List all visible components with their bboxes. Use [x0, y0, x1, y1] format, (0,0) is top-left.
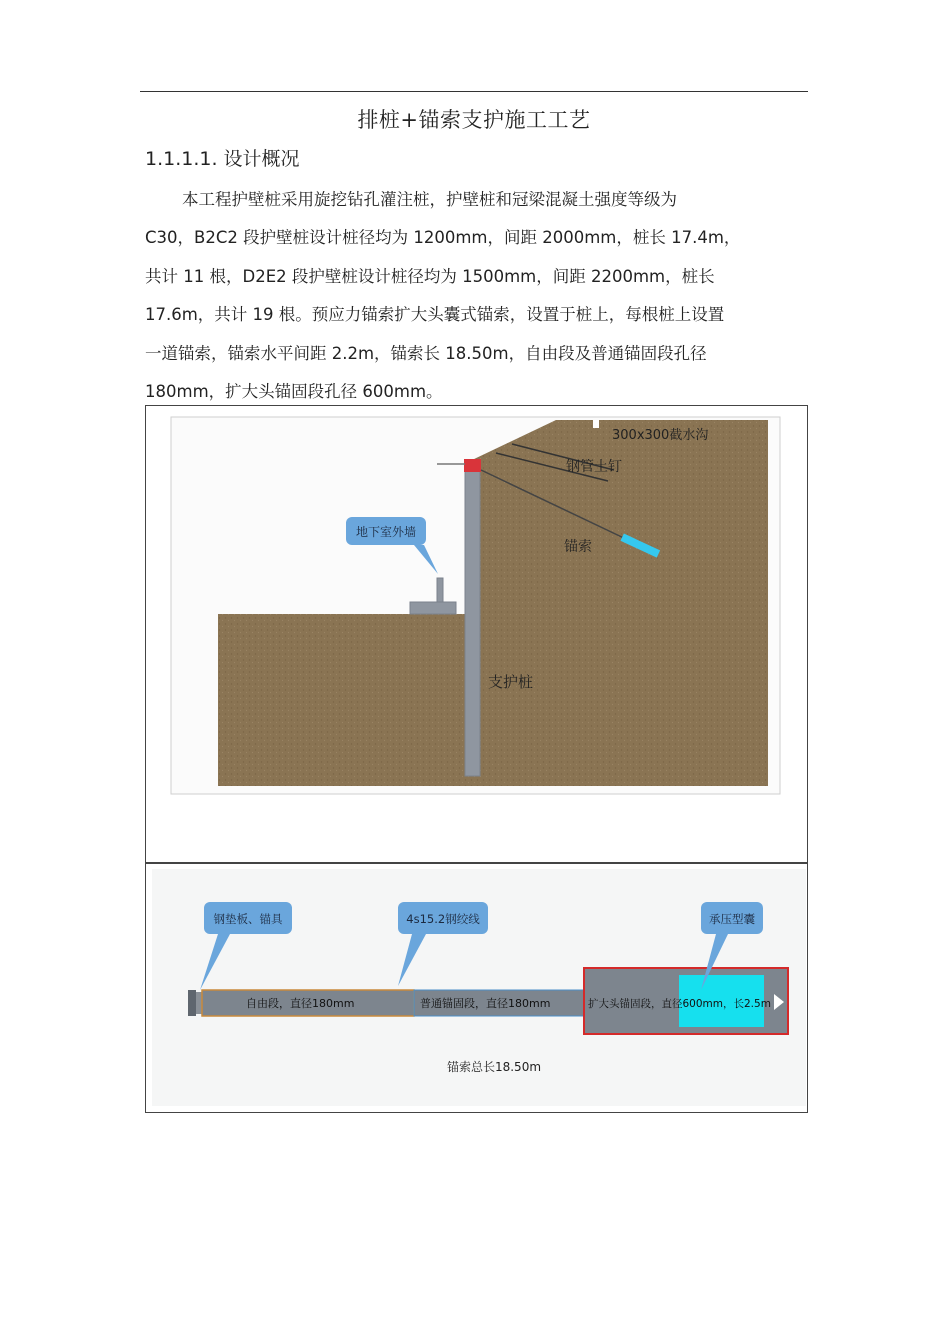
drain-notch	[593, 420, 599, 428]
paragraph-line: C30，B2C2 段护壁桩设计桩径均为 1200mm，间距 2000mm，桩长 17.4m，	[145, 228, 741, 248]
excavation-bottom-soil	[218, 614, 472, 786]
paragraph-line: 共计 11 根，D2E2 段护壁桩设计桩径均为 1500mm，间距 2200mm，桩长	[145, 266, 715, 286]
label-enlarged-section: 扩大头锚固段，直径600mm，长2.5m	[588, 998, 771, 1010]
support-pile	[465, 464, 480, 776]
crown-beam-cap	[464, 459, 481, 472]
label-basement-wall: 地下室外墙	[355, 525, 417, 539]
label-anchor: 锚索	[564, 539, 592, 555]
anchorage-head	[188, 990, 196, 1016]
basement-wall	[437, 578, 443, 602]
label-strand: 4s15.2钢绞线	[406, 912, 480, 926]
label-bladder: 承压型囊	[709, 912, 755, 926]
label-support-pile: 支护桩	[488, 673, 534, 691]
label-free-section: 自由段，直径180mm	[246, 997, 355, 1010]
label-total-length: 锚索总长18.50m	[446, 1060, 542, 1074]
label-drain: 300x300截水沟	[612, 428, 709, 443]
cross-section-diagram	[146, 406, 807, 862]
label-normal-anchor-section: 普通锚固段，直径180mm	[420, 997, 551, 1010]
figure-cross-section	[145, 405, 808, 863]
paragraph-line: 17.6m，共计 19 根。预应力锚索扩大头囊式锚索，设置于桩上，每根桩上设置	[145, 305, 725, 325]
anchor-schematic-diagram	[146, 864, 807, 1112]
design-overview-paragraph	[145, 181, 810, 411]
steel-plate	[196, 992, 202, 1014]
paragraph-line: 一道锚索，锚索水平间距 2.2m，锚索长 18.50m，自由段及普通锚固段孔径	[145, 343, 707, 363]
section-heading: 1.1.1.1. 设计概况	[145, 148, 300, 170]
figure-anchor-schematic	[145, 863, 808, 1113]
header-rule	[140, 91, 808, 92]
label-soil-nail: 钢管土钉	[566, 459, 622, 475]
paragraph-line: 180mm，扩大头锚固段孔径 600mm。	[145, 382, 443, 402]
document-title: 排桩+锚索支护施工工艺	[357, 108, 591, 132]
paragraph-line: 本工程护壁桩采用旋挖钻孔灌注桩，护壁桩和冠梁混凝土强度等级为	[182, 190, 677, 209]
label-steel-plate: 钢垫板、锚具	[213, 912, 283, 926]
basement-wall-footing	[410, 602, 456, 614]
